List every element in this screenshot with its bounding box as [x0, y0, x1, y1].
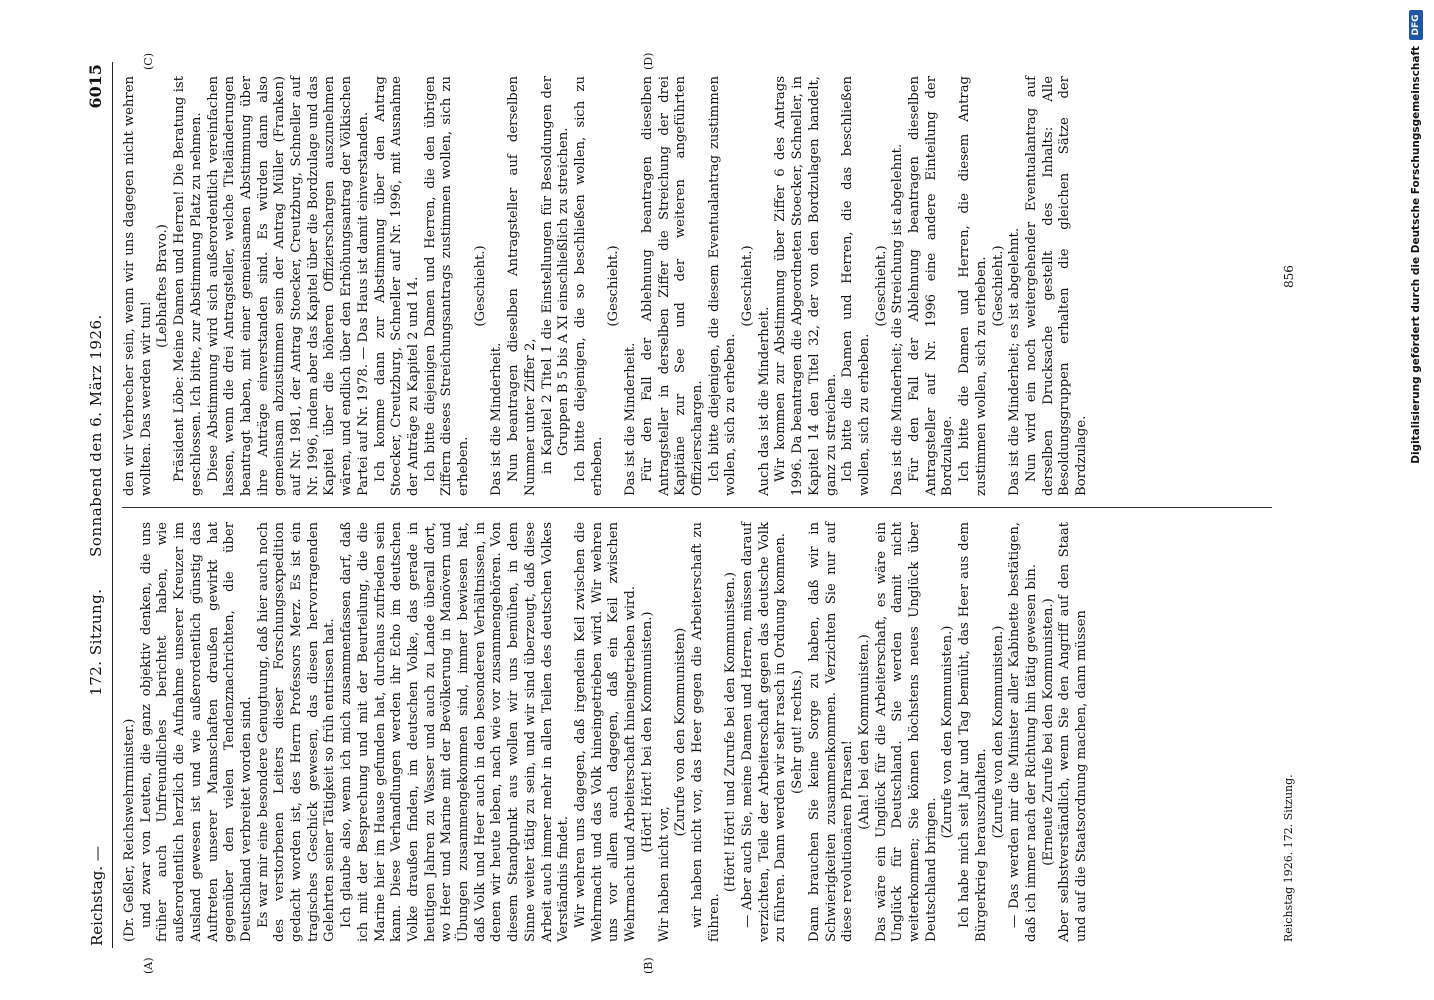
interjection: (Sehr gut! rechts.) [790, 669, 806, 795]
right-column [122, 76, 1091, 496]
interjection: (Geschieht.) [990, 245, 1006, 327]
footer-page-number: 856 [1282, 265, 1296, 288]
paragraph: Ich komme dann zur Abstimmung über den Antrag Stoecker, Creutzburg, Schneller auf Nr. 1996, mit Ausnahme der Anträge zu Kapitel 2 und 14. [372, 76, 421, 496]
paragraph: Ich bitte die Damen und Herren, die das beschließen wollen, sich zu erheben. [840, 76, 872, 496]
paragraph: Wir kommen zur Abstimmung über Ziffer 6 des Antrags 1996. Da beantragen die Abgeordneten Stoecker, Schneller, in Kapitel 14 den Titel 32, der von den Bordzulagen handelt, ganz zu streichen. [773, 76, 839, 496]
paragraph: und zwar von Leuten, die ganz objektiv denken, die uns früher auch Unfreundliches berichtet haben, wie außerordentlich herzlich die Aufnahme unserer Kreuzer im Ausland gewesen ist und wie außerordentlich günstig das Auftreten unserer Mannschaften draußen gewirkt hat gegenüber den vielen Tendenznachrichten, die über Deutschland verbreitet worden sind. [138, 522, 254, 942]
paragraph: Wir wehren uns dagegen, daß irgendein Keil zwischen die Wehrmacht und das Volk hineingetrieben wird. Wir wehren uns vor allem auch dagegen, daß ein Keil zwischen Wehrmacht und Arbeiterschaft hineingetrieben wird. [572, 522, 639, 942]
paragraph: — Das werden mir die Minister aller Kabinette bestätigen, daß ich immer nach der Richtung hin tätig gewesen bin. [1007, 522, 1039, 942]
paragraph: Es war mir eine besondere Genugtuung, daß hier auch noch des verstorbenen Leiters dieser Forschungsexpedition gedacht worden ist, des Herrn Professors Merz. Es ist ein tragisches Geschick gewesen, das diesen hervorragenden Gelehrten seiner Tätigkeit so früh entrissen hat. [255, 522, 338, 942]
margin-marker-c: (C) [142, 53, 155, 70]
margin-marker-a: (A) [142, 957, 155, 974]
page-number: 6015 [86, 64, 105, 109]
paragraph: Das ist die Minderheit. [489, 342, 505, 496]
margin-marker-d: (D) [642, 52, 655, 70]
interjection: (Geschieht.) [740, 245, 756, 327]
interjection: (Aha! bei den Kommunisten.) [856, 634, 872, 830]
paragraph: Aber selbstverständlich, wenn Sie den Angriff auf den Staat und auf die Staatsordnung machen, dann müssen [1057, 522, 1090, 942]
dfg-logo-icon: DFG [1409, 10, 1423, 40]
header-left: Reichstag. — [88, 846, 106, 946]
credit-text-rotated [1396, 6, 1434, 994]
paragraph: den wir Verbrecher sein, wenn wir uns dagegen nicht wehren wollten. Das werden wir tun! [122, 76, 154, 496]
paragraph: Ich bitte diejenigen, die diesem Eventualantrag zustimmen wollen, sich zu erheben. [706, 76, 739, 496]
credit-text: Digitalisierung gefördert durch die Deutsche Forschungsgemeinschaft [1410, 46, 1422, 464]
interjection: (Geschieht.) [606, 245, 622, 327]
interjection: (Zurufe von den Kommunisten) [673, 627, 689, 837]
paragraph: Für den Fall der Ablehnung beantragen dieselben Antragsteller auf Nr. 1996 eine andere Einteilung der Bordzulage. [907, 76, 956, 496]
paragraph: Ich bitte diejenigen, die so beschließen wollen, sich zu erheben. [572, 76, 605, 496]
paragraph: Das ist die Minderheit. [623, 342, 639, 496]
interjection: (Geschieht.) [472, 245, 488, 327]
interjection: (Lebhaftes Bravo.) [155, 224, 171, 348]
president-statement: Präsident Löbe: Meine Damen und Herren! Die Beratung ist geschlossen. Ich bitte, zur Abstimmung Platz zu nehmen. [172, 76, 204, 496]
paragraph: Das wäre ein Unglück für die Arbeiterschaft, es wäre ein Unglück für Deutschland. Sie werden damit nicht weiterkommen; Sie können höchstens neues Unglück über Deutschland bringen. [873, 522, 939, 942]
interjection: (Erneute Zurufe bei den Kommunisten.) [1040, 598, 1056, 866]
paragraph: Nun beantragen dieselben Antragsteller auf derselben Nummer unter Ziffer 2, [506, 76, 538, 496]
header-center [87, 62, 105, 948]
paragraph: Wir haben nicht vor, [656, 806, 672, 942]
paragraph: wir haben nicht vor, das Heer gegen die Arbeiterschaft zu führen. [689, 522, 722, 942]
paragraph: Ich bitte die Damen und Herren, die diesem Antrag zustimmen wollen, sich zu erheben. [957, 76, 989, 496]
header-title: Reichstag. [88, 865, 106, 946]
speaker-label: (Dr. Geßler, Reichswehrminister.) [122, 718, 137, 942]
interjection: (Hört! Hört! bei den Kommunisten.) [639, 611, 655, 853]
paragraph: Dann brauchen Sie keine Sorge zu haben, daß wir in Schwierigkeiten zusammenkommen. Verzichten Sie nur auf diese revolutionären Phrasen! [806, 522, 856, 942]
interjection: (Zurufe von den Kommunisten.) [990, 625, 1006, 839]
header-date: Sonnabend den 6. März 1926. [87, 314, 105, 557]
paragraph: — Aber auch Sie, meine Damen und Herren, müssen darauf verzichten, Teile der Arbeiterschaft gegen das deutsche Volk zu führen. Dann werden wir sehr rasch in Ordnung kommen. [740, 522, 789, 942]
column-divider [122, 507, 1272, 508]
interjection: (Geschieht.) [873, 245, 889, 327]
interjection: (Hört! Hört! und Zurufe bei den Kommunisten.) [723, 571, 739, 893]
paragraph: Das ist die Minderheit; es ist abgelehnt. [1007, 227, 1023, 496]
left-column [122, 522, 1091, 942]
paragraph: Ich glaube also, wenn ich mich zusammenfassen darf, daß ich mit der Besprechung und mit der Beurteilung, die die Marine hier im Hause gefunden hat, durchaus zufrieden sein kann. Diese Verhandlungen werden ihr Echo im deutschen Volke draußen finden, im deutschen Volke, das gerade in heutigen Jahren zu Wasser und auch zu Lande überall dort, wo Heer und Marine mit der Bevölkerung in Manövern und Übungen zusammengekommen sind, immer bewiesen hat, daß Volk und Heer auch in den besonderen Verhältnissen, in denen wir heute leben, nach wie vor zusammengehören. Von diesem Standpunkt aus wollen wir uns bemühen, in dem Sinne weiter tätig zu sein, und wir sind überzeugt, daß diese Arbeit auch immer mehr in allen Teilen des deutschen Volkes Verständnis findet. [339, 522, 572, 942]
margin-marker-b: (B) [642, 957, 655, 974]
paragraph: Das ist die Minderheit; die Streichung ist abgelehnt. [890, 143, 906, 496]
page-header [82, 62, 113, 948]
quoted-motion: in Kapitel 2 Titel 1 die Einstellungen für Besoldungen der Gruppen B 5 bis A XI einschließlich zu streichen. [539, 76, 572, 474]
header-session: 172. Sitzung. [87, 588, 105, 696]
paragraph: Auch das ist die Minderheit. [756, 306, 772, 496]
document-page [82, 52, 1326, 974]
digitization-credit-bar [1396, 6, 1434, 994]
interjection: (Zurufe von den Kommunisten.) [940, 625, 956, 839]
paragraph: Diese Abstimmung wird sich außerordentlich vereinfachen lassen, wenn die drei Antragsteller, welche Titeländerungen beantragt haben, mit einer gemeinsamen Abstimmung über ihre Anträge einverstanden sind. Es würden dann also gemeinsam abzustimmen sein der Antrag Müller (Franken) auf Nr. 1981, der Antrag Stoecker, Creutzburg, Schneller auf Nr. 1996, indem aber das Kapitel über die Bordzulage und das Kapitel über die höheren Offizierschargen auszunehmen wären, und endlich über den Erhöhungsantrag der Völkischen Partei auf Nr. 1978. — Das Haus ist damit einverstanden. [205, 76, 371, 496]
footer-session-note: Reichstag 1926. 172. Sitzung. [1282, 774, 1295, 942]
rotated-page-content [82, 52, 1326, 974]
paragraph: Nun wird ein noch weitergehender Eventualantrag auf derselben Drucksache gestellt des Inhalts: Alle Besoldungsgruppen erhalten die gleichen Sätze der Bordzulage. [1023, 76, 1090, 496]
paragraph: Für den Fall der Ablehnung beantragen dieselben Antragsteller in derselben Ziffer die Streichung der drei Kapitäne zur See und der weiteren angeführten Offizierschargen. [639, 76, 705, 496]
paragraph: Ich bitte diejenigen Damen und Herren, die den übrigen Ziffern dieses Streichungsantrags zustimmen wollen, sich zu erheben. [422, 76, 472, 496]
paragraph: Ich habe mich seit Jahr und Tag bemüht, das Heer aus dem Bürgerkrieg herauszuhalten. [957, 522, 989, 942]
